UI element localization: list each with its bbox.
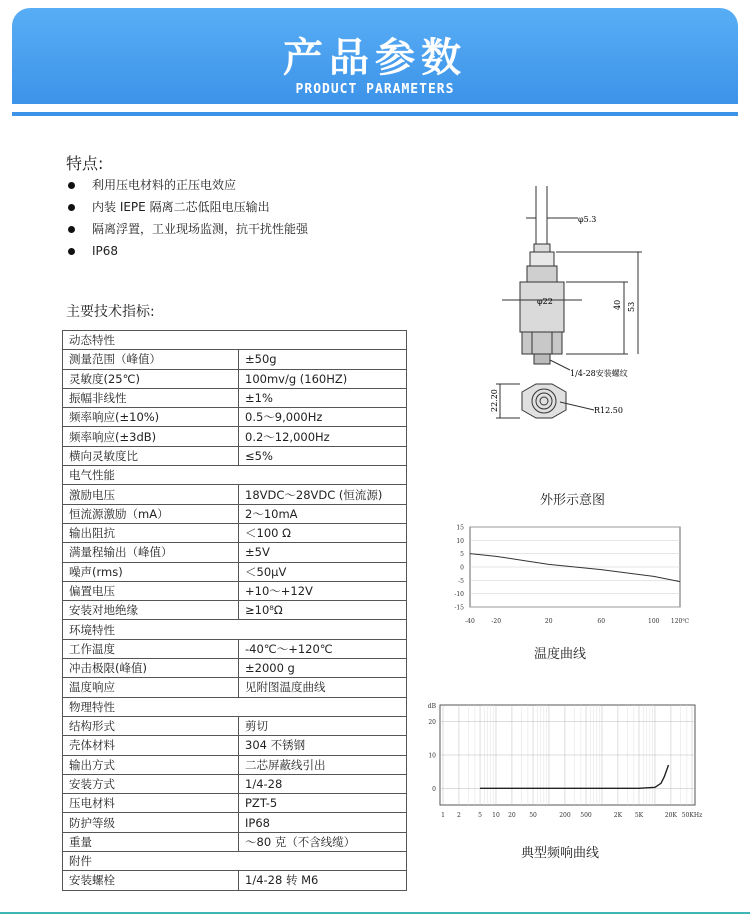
frequency-chart: [420, 697, 725, 827]
spec-key: 压电材料: [63, 794, 239, 813]
x-tick-label: 50KHz: [681, 812, 703, 819]
frequency-caption: 典型频响曲线: [521, 846, 600, 861]
x-tick-label: -40: [465, 618, 475, 625]
spec-row: [63, 813, 407, 832]
feature-text: 内装 IEPE 隔离二芯低阻电压输出: [92, 200, 270, 214]
temperature-series-line: [470, 554, 680, 582]
spec-row: [63, 601, 407, 620]
spec-table: [62, 330, 407, 891]
spec-section-row: [63, 466, 407, 485]
spec-value: ～80 克（不含线缆）: [239, 832, 407, 851]
feature-item: [66, 174, 308, 196]
spec-key: 噪声(rms): [63, 562, 239, 581]
spec-row: [63, 446, 407, 465]
y-tick-label: 5: [460, 551, 464, 559]
bullet-icon: [68, 204, 75, 211]
spec-value: 二芯屏蔽线引出: [239, 755, 407, 774]
specs-heading: 主要技术指标:: [66, 304, 155, 320]
dim-hex: 22.20: [490, 389, 499, 412]
spec-row: [63, 871, 407, 890]
spec-row: [63, 350, 407, 369]
spec-value: ≥10⁸Ω: [239, 601, 407, 620]
y-tick-label: 0: [432, 785, 436, 793]
spec-value: ≤5%: [239, 446, 407, 465]
spec-key: 安装螺栓: [63, 871, 239, 890]
spec-key: 温度响应: [63, 678, 239, 697]
x-tick-label: 20: [544, 618, 553, 625]
spec-row: [63, 678, 407, 697]
spec-section-row: [63, 697, 407, 716]
spec-value: 2～10mA: [239, 504, 407, 523]
spec-row: [63, 408, 407, 427]
feature-text: 利用压电材料的正压电效应: [92, 178, 237, 192]
x-tick-label: 5: [478, 812, 482, 819]
x-tick-label: 20: [508, 812, 516, 819]
bullet-icon: [68, 226, 75, 233]
y-tick-label: 0: [460, 564, 464, 572]
spec-value: 0.2～12,000Hz: [239, 427, 407, 446]
dim-thread: 1/4-28安装螺纹: [570, 369, 628, 378]
y-tick-label: -15: [454, 604, 464, 612]
spec-key: 频率响应(±10%): [63, 408, 239, 427]
spec-section-row: [63, 620, 407, 639]
spec-row: [63, 716, 407, 735]
spec-value: ＜50μV: [239, 562, 407, 581]
spec-row: [63, 794, 407, 813]
spec-key: 冲击极限(峰值): [63, 659, 239, 678]
spec-section-label: 环境特性: [63, 620, 407, 639]
header-banner: [12, 8, 738, 104]
feature-text: 隔离浮置，工业现场监测，抗干扰性能强: [92, 222, 309, 236]
spec-value: 0.5～9,000Hz: [239, 408, 407, 427]
spec-section-label: 动态特性: [63, 331, 407, 350]
temperature-chart: [440, 515, 700, 635]
spec-key: 频率响应(±3dB): [63, 427, 239, 446]
x-tick-label: 5K: [634, 812, 644, 819]
spec-row: [63, 581, 407, 600]
x-tick-label: 20K: [664, 812, 677, 819]
spec-key: 恒流源激励（mA）: [63, 504, 239, 523]
y-tick-label: -5: [458, 577, 464, 585]
dim-length-53: 53: [627, 301, 636, 312]
spec-row: [63, 659, 407, 678]
spec-section-label: 电气性能: [63, 466, 407, 485]
spec-key: 输出方式: [63, 755, 239, 774]
x-tick-label: 2: [457, 812, 461, 819]
spec-key: 测量范围（峰值）: [63, 350, 239, 369]
spec-value: ±2000 g: [239, 659, 407, 678]
spec-row: [63, 485, 407, 504]
x-tick-label: 100: [648, 618, 660, 625]
footer-divider: [0, 912, 750, 914]
spec-key: 横向灵敏度比: [63, 446, 239, 465]
bullet-icon: [68, 248, 75, 255]
spec-key: 工作温度: [63, 639, 239, 658]
spec-value: 剪切: [239, 716, 407, 735]
spec-value: ±50g: [239, 350, 407, 369]
spec-value: +10～+12V: [239, 581, 407, 600]
spec-value: ＜100 Ω: [239, 523, 407, 542]
features-list: [66, 174, 308, 262]
y-tick-label: 10: [456, 537, 464, 545]
feature-item: [66, 196, 308, 218]
spec-key: 壳体材料: [63, 736, 239, 755]
spec-value: 18VDC～28VDC (恒流源): [239, 485, 407, 504]
y-tick-label: 20: [428, 719, 436, 727]
y-tick-label: -10: [454, 591, 464, 599]
spec-row: [63, 832, 407, 851]
drawing-caption: 外形示意图: [540, 493, 606, 508]
spec-value: 1/4-28 转 M6: [239, 871, 407, 890]
spec-row: [63, 562, 407, 581]
spec-key: 输出阻抗: [63, 523, 239, 542]
spec-key: 灵敏度(25℃): [63, 369, 239, 388]
spec-value: 见附图温度曲线: [239, 678, 407, 697]
y-unit-label: dB: [427, 703, 436, 710]
page-title: 产品参数: [283, 35, 467, 81]
x-tick-label: 2K: [613, 812, 623, 819]
spec-section-row: [63, 852, 407, 871]
spec-row: [63, 369, 407, 388]
spec-row: [63, 639, 407, 658]
dim-radius: R12.50: [594, 406, 623, 415]
spec-key: 重量: [63, 832, 239, 851]
spec-key: 激励电压: [63, 485, 239, 504]
spec-key: 振幅非线性: [63, 388, 239, 407]
spec-row: [63, 504, 407, 523]
spec-section-label: 物理特性: [63, 697, 407, 716]
temperature-caption: 温度曲线: [534, 647, 587, 662]
spec-key: 满量程输出（峰值）: [63, 543, 239, 562]
spec-value: PZT-5: [239, 794, 407, 813]
spec-row: [63, 755, 407, 774]
x-tick-label: 500: [580, 812, 592, 819]
outline-drawing: [470, 180, 670, 470]
feature-text: IP68: [92, 244, 119, 258]
spec-value: 1/4-28: [239, 774, 407, 793]
feature-item: [66, 240, 308, 262]
spec-value: -40℃～+120℃: [239, 639, 407, 658]
spec-row: [63, 388, 407, 407]
dim-cable-dia: φ5.3: [578, 215, 597, 224]
spec-row: [63, 427, 407, 446]
spec-row: [63, 736, 407, 755]
spec-value: IP68: [239, 813, 407, 832]
spec-key: 结构形式: [63, 716, 239, 735]
x-tick-label: 50: [529, 812, 537, 819]
spec-key: 防护等级: [63, 813, 239, 832]
x-tick-label: 200: [559, 812, 571, 819]
spec-row: [63, 543, 407, 562]
spec-key: 偏置电压: [63, 581, 239, 600]
spec-value: 304 不锈钢: [239, 736, 407, 755]
spec-key: 安装方式: [63, 774, 239, 793]
spec-section-row: [63, 331, 407, 350]
spec-key: 安装对地绝缘: [63, 601, 239, 620]
spec-value: ±5V: [239, 543, 407, 562]
x-tick-label: 10: [492, 812, 500, 819]
x-tick-label: 120℃: [670, 618, 690, 625]
x-tick-label: -20: [491, 618, 502, 625]
dim-body-dia: φ22: [537, 297, 553, 306]
spec-value: 100mv/g (160HZ): [239, 369, 407, 388]
bullet-icon: [68, 182, 75, 189]
spec-row: [63, 523, 407, 542]
feature-item: [66, 218, 308, 240]
spec-value: ±1%: [239, 388, 407, 407]
x-tick-label: 1: [441, 812, 445, 819]
page-subtitle: PRODUCT PARAMETERS: [295, 82, 455, 97]
spec-row: [63, 774, 407, 793]
features-heading: 特点:: [66, 154, 104, 173]
y-tick-label: 10: [428, 752, 436, 760]
x-tick-label: 60: [597, 618, 606, 625]
spec-section-label: 附件: [63, 852, 407, 871]
dim-length-40: 40: [613, 299, 622, 310]
y-tick-label: 15: [456, 524, 464, 532]
header-divider: [12, 112, 738, 116]
